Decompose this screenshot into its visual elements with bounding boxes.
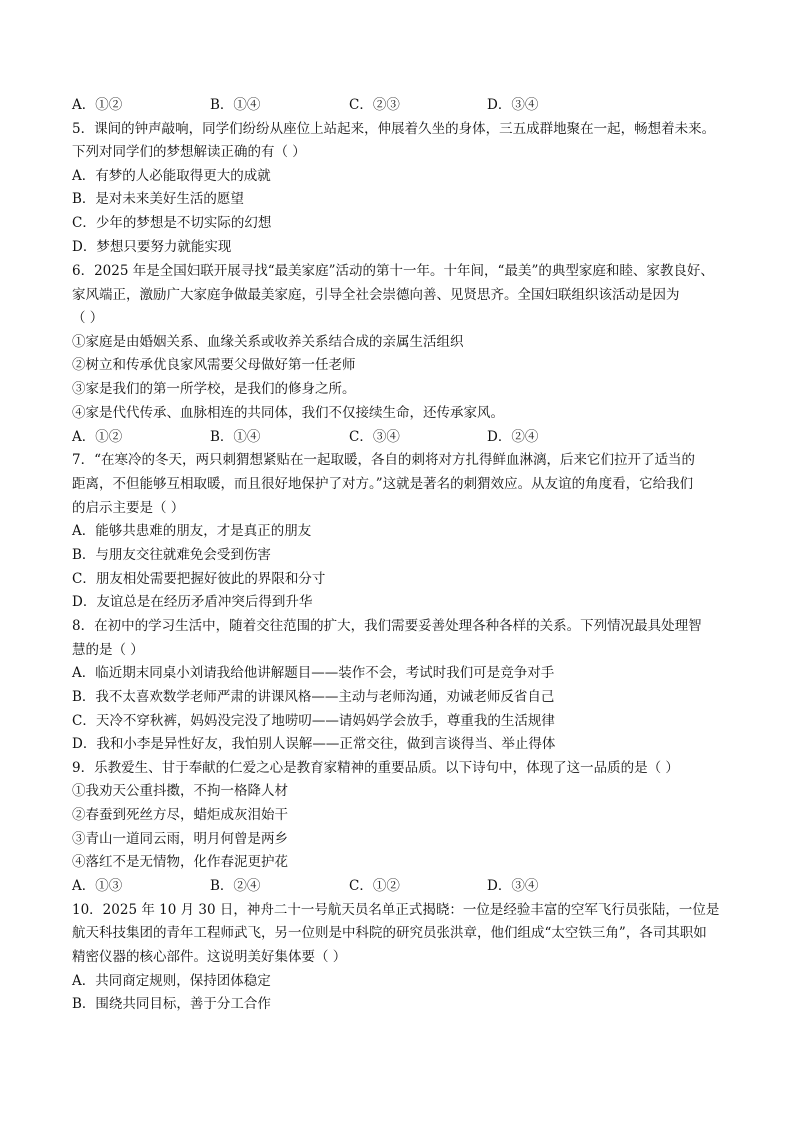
q8-option-a: A．临近期末同桌小刘请我给他讲解题目——装作不会，考试时我们可是竞争对手	[72, 665, 555, 681]
q4-option-a: A．①②	[72, 97, 123, 113]
q5-option-c: C．少年的梦想是不切实际的幻想	[72, 215, 272, 231]
q5-option-d: D．梦想只要努力就能实现	[72, 239, 232, 255]
q5-option-b: B．是对未来美好生活的愿望	[72, 191, 244, 207]
q9-item-3: ③青山一道同云雨，明月何曾是两乡	[72, 831, 288, 847]
q6-option-d: D．②④	[487, 429, 539, 445]
q6-options	[72, 428, 692, 446]
q10-stem-line-3: 精密仪器的核心部件。这说明美好集体要（ ）	[72, 949, 347, 965]
q5-stem-line-2: 下列对同学们的梦想解读正确的有（ ）	[72, 144, 306, 160]
q6-item-4: ④家是代代传承、血脉相连的共同体，我们不仅接续生命，还传承家风。	[72, 405, 504, 421]
q10-option-a: A．共同商定规则，保持团体稳定	[72, 973, 271, 989]
q8-stem-line-1: 8．在初中的学习生活中，随着交往范围的扩大，我们需要妥善处理各种各样的关系。下列情况最具处理智	[72, 618, 702, 634]
q7-option-a: A．能够共患难的朋友，才是真正的朋友	[72, 523, 312, 539]
q5-option-a: A．有梦的人必能取得更大的成就	[72, 168, 271, 184]
q9-option-a: A．①③	[72, 878, 123, 894]
q9-item-2: ②春蚕到死丝方尽，蜡炬成灰泪始干	[72, 807, 288, 823]
q10-stem-line-2: 航天科技集团的青年工程师武飞，另一位则是中科院的研究员张洪章，他们组成“太空铁三角”，各司其职如	[72, 925, 707, 941]
q6-option-c: C．③④	[349, 429, 400, 445]
q10-stem-line-1: 10．2025 年 10 月 30 日，神舟二十一号航天员名单正式揭晓：一位是经验丰富的空军飞行员张陆，一位是	[72, 902, 720, 918]
q6-stem-line-2: 家风端正，激励广大家庭争做最美家庭，引导全社会崇德向善、见贤思齐。全国妇联组织该活动是因为	[72, 287, 680, 303]
q9-option-c: C．①②	[349, 878, 400, 894]
q7-stem-line-3: 的启示主要是（ ）	[72, 500, 185, 516]
q6-option-a: A．①②	[72, 429, 123, 445]
q7-option-d: D．友谊总是在经历矛盾冲突后得到升华	[72, 594, 313, 610]
q7-stem-line-2: 距离，不但能够互相取暖，而且很好地保护了对方。”这就是著名的刺猬效应。从友谊的角度看，它给我们	[72, 476, 694, 492]
q4-option-d: D．③④	[487, 97, 539, 113]
q6-option-b: B．①④	[210, 429, 261, 445]
q6-stem-line-1: 6．2025 年是全国妇联开展寻找“最美家庭”活动的第十一年。十年间，“最美”的典型家庭和睦、家教良好、	[72, 263, 714, 279]
q5-stem-line-1: 5．课间的钟声敲响，同学们纷纷从座位上站起来，伸展着久坐的身体，三五成群地聚在一起，畅想着未来。	[72, 121, 716, 137]
q10-option-b: B．围绕共同目标，善于分工合作	[72, 996, 271, 1012]
q6-item-1: ①家庭是由婚姻关系、血缘关系或收养关系结合成的亲属生活组织	[72, 334, 464, 350]
q6-item-3: ③家是我们的第一所学校，是我们的修身之所。	[72, 381, 356, 397]
q9-item-1: ①我劝天公重抖擞，不拘一格降人材	[72, 783, 288, 799]
q9-options	[72, 877, 692, 895]
q9-item-4: ④落红不是无情物，化作春泥更护花	[72, 854, 288, 870]
q8-stem-line-2: 慧的是（ ）	[72, 642, 144, 658]
q8-option-b: B．我不太喜欢数学老师严肃的讲课风格——主动与老师沟通，劝诫老师反省自己	[72, 689, 555, 705]
q8-option-d: D．我和小李是异性好友，我怕别人误解——正常交往，做到言谈得当、举止得体	[72, 736, 556, 752]
q8-option-c: C．天冷不穿秋裤，妈妈没完没了地唠叨——请妈妈学会放手，尊重我的生活规律	[72, 713, 555, 729]
q6-stem-line-3: （ ）	[72, 310, 104, 326]
q7-stem-line-1: 7．“在寒冷的冬天，两只刺猬想紧贴在一起取暖，各自的刺将对方扎得鲜血淋漓，后来它们拉开了适当的	[72, 452, 695, 468]
q9-stem-line-1: 9．乐教爱生、甘于奉献的仁爱之心是教育家精神的重要品质。以下诗句中，体现了这一品质的是（ ）	[72, 760, 679, 776]
q4-option-b: B．①④	[210, 97, 261, 113]
q7-option-c: C．朋友相处需要把握好彼此的界限和分寸	[72, 571, 326, 587]
q9-option-d: D．③④	[487, 878, 539, 894]
q6-item-2: ②树立和传承优良家风需要父母做好第一任老师	[72, 357, 356, 373]
q7-option-b: B．与朋友交往就难免会受到伤害	[72, 547, 271, 563]
q9-option-b: B．②④	[210, 878, 261, 894]
q4-options	[72, 96, 692, 114]
q4-option-c: C．②③	[349, 97, 400, 113]
